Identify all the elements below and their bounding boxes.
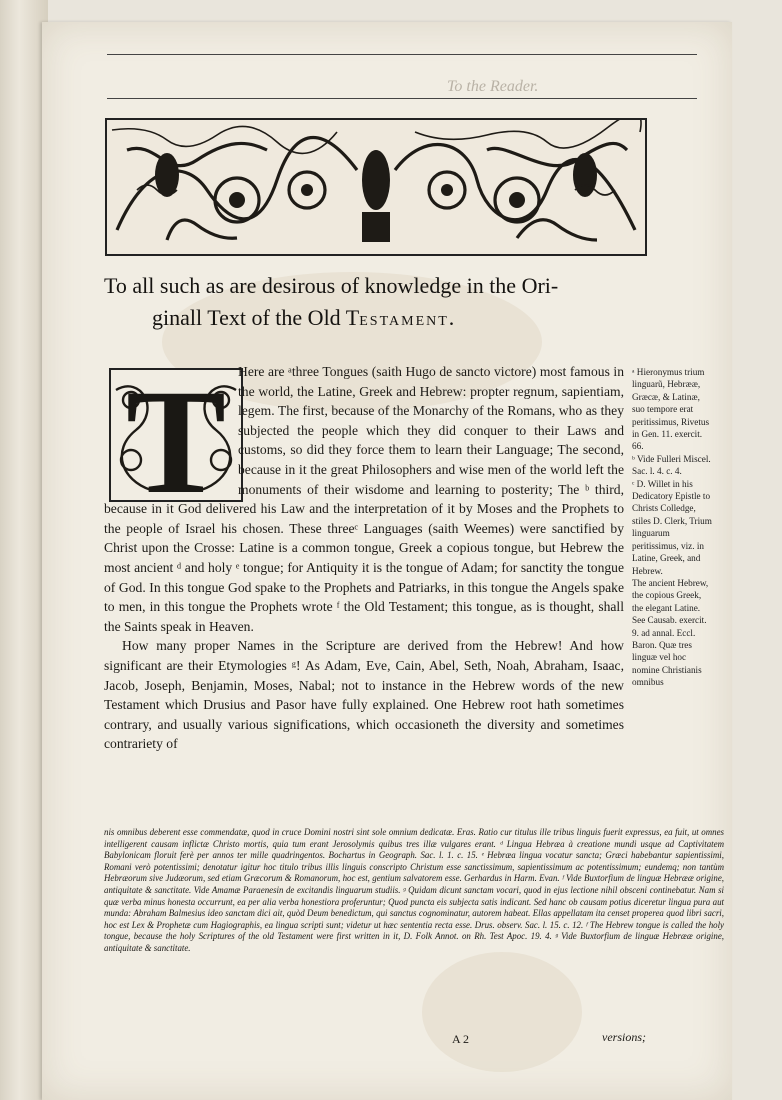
stain [422,952,582,1072]
margin-note: ᵃ Hieronymus trium linguarũ, Hebrææ, Græcæ, & Latinæ, suo tempore erat peritissimus, Rivetus in Gen. 11. exercit. 66. [632,367,710,452]
margin-note: ᶜ D. Willet in his Dedicatory Epistle to Christs Colledge, stiles D. Clerk, Trium linguarum peritissimus, viz. in Latine, Greek, and Hebrew. [632,478,712,576]
running-head [107,54,697,100]
main-text [104,362,624,754]
title-line-2: ginall Text of the Old TESTAMENT. [152,305,455,330]
ornament-graphic [107,120,645,254]
running-head-text: To the Reader. [447,78,539,95]
signature-mark: A 2 [452,1032,470,1046]
dropcap-spacer [104,362,238,498]
paragraph-2: How many proper Names in the Scripture are derived from the Hebrew! And how significant are their Etymologies ᵍ! As Adam, Eve, Cain, Abel, Seth, Noah, Abraham, Isaac, Jacob, Joseph, Benjamin, Moses, Nabal; not to instance in the Hebrew words of the new Testament which Drusius and Pasor have fully explained. One Hebrew root hath sometimes contrary, and usually various significations, which occasioneth the diversity and sometimes contrariety of [104,638,624,752]
left-page-edge [0,0,48,1100]
dropcap-letter: T [125,368,227,502]
margin-note: ᵇ Vide Fulleri Miscel. Sac. l. 4. c. 4. [632,453,711,477]
paragraph-1: Here are ᵃthree Tongues (saith Hugo de sancto victore) most famous in the world, the Latine, Greek and Hebrew: propter regnum, sapientiam, legem. The first, because of the Monarchy of the Romans, who as they subjected the people which they did conquer to their Laws and customs, so did they force them to learn their Language; The second, because in it the great Philosophers and wise men of the world left the monuments of their wisdome and learning to posterity; The ᵇ third, because in it God delivered his Law and the interpretation of it by Moses and the Prophets to the people of Israel his chosen. These threeᶜ Languages (saith Weemes) were sanctified by Christ upon the Crosse: Latine is a common tongue, Greek a copious tongue, but Hebrew the most ancient ᵈ and holy ᵉ tongue; for Antiquity it is the tongue of Adam; for sanctity the tongue of God. In this tongue God spake to the Prophets and Patriarks, in this tongue the Angels spake to men, in this tongue the Prophets wrote ᶠ the Old Testament; this tongue, as is thought, shall the Saints speak in Heaven. [104,364,624,634]
margin-notes [632,366,714,689]
title-line-1: To all such as are desirous of knowledge in the Ori- [104,273,559,298]
page-title [104,270,664,338]
footnote-block: nis omnibus deberent esse commendatæ, quod in cruce Domini nostri sint sole omnium dedicatæ. Eras. Ratio cur titulus ille tribus linguis fuerit expressus, ea fuit, ut omnes intelligerent causam inflictæ Christo mortis, quia tum erant Jerosolymis quibus tres illæ vulgares erant. ᵈ Lingua Hebræa à creatione mundi usque ad Captivitatem Babylonicam floruit ferè per annos ter mille quadringentos. Bochartus in Geograph. Sac. l. 1. c. 15. ᵉ Hebræa lingua vocatur sancta; Græci habebantur sapientissimi, Romani verò potentissimi; denotatur igitur hoc titulo tribus illis linguis conscripto Christum esse sanctissimum, sapientissimum ac potentissimum; eundemq; non tantùm Hebræorum sive Judæorum, sed etiam Græcorum & Romanorum, hoc est, gentium salvatorem esse. Gerhardus in Harm. Evan. ᶠ Vide Buxtorfium de linguæ Hebrææ origine, antiquitate & sanctitate. Vide Amamæ Paraenesin de excitandis linguarum studiis. ᵍ Quidam dicunt sanctam vocari, quod in ejus lectione nihil obsceni continebatur. Nam si quæ verba minus honesta occurrunt, ea per alia verba honestiora proferuntur; Quod puncta eis subjecta satis indicant. Sed hanc ob causam potius diceretur lingua pura aut munda: Abraham Balmesius ideo sanctam dici ait, quòd Deum benedictum, qui sanctus cognominatur, autorem habeat. Ellas appellatam ita censet properea quod libri sacri, hoc est Lex & Prophetæ cum Hagiographis, ea lingua scripti sunt; videtur ut hæc sententia recta esse. Drus. observ. Sac. l. 15. c. 12. ᶠ The Hebrew tongue is called the holy tongue, because the holy Scriptures of the old Testament were first written in it, D. Folk Annot. on Rh. Test Apoc. 19. 4. ᵍ Vide Buxtorfium de linguæ Hebrææ origine, antiquitate & sanctitate. [104,827,724,953]
margin-note: The ancient Hebrew, the copious Greek, the elegant Latine. [632,577,709,613]
footnotes [104,827,724,955]
catchword: versions; [602,1030,646,1044]
margin-note: See Causab. exercit. 9. ad annal. Eccl. Baron. Quæ tres linguæ vel hoc nomine Christianis omnibus [632,615,707,688]
headpiece-ornament [105,118,647,256]
book-page [42,22,732,1100]
